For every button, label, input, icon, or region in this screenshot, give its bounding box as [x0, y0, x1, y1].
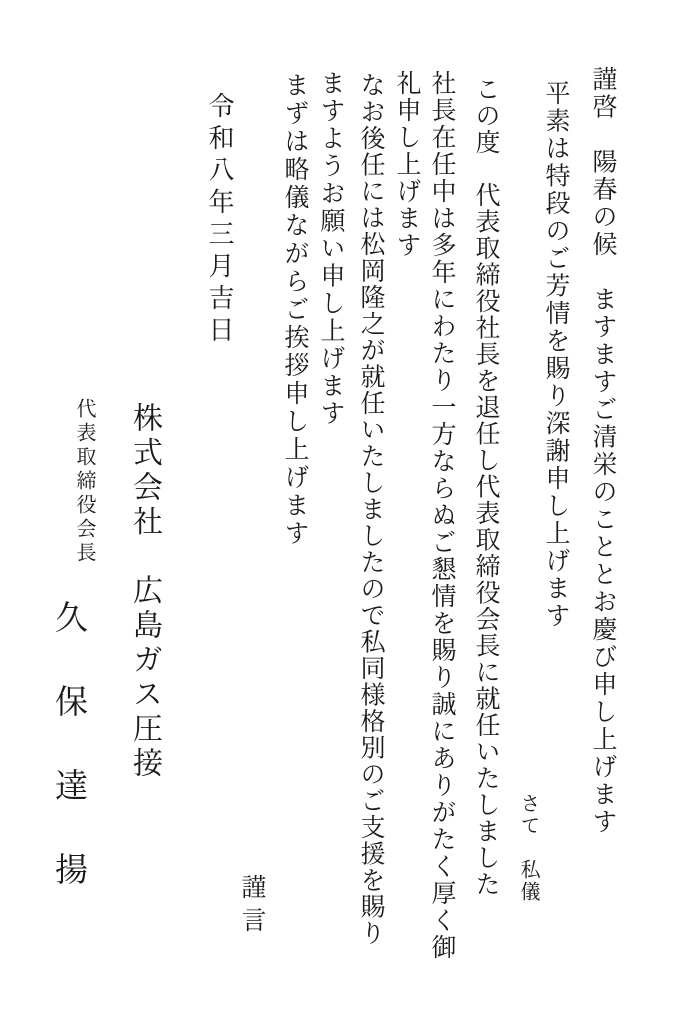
body-line-brief-greeting: まずは略儀ながらご挨拶申し上げます — [281, 72, 310, 548]
date-line: 令和八年三月吉日 — [204, 92, 234, 348]
body-line-retirement: この度 代表取締役社長を退任し代表取締役会長に就任いたしました — [472, 76, 501, 898]
body-line-request: ますようお願い申し上げます — [317, 70, 346, 428]
body-line-successor: なお後任には松岡隆之が就任いたしましたので私同様格別のご支援を賜り — [357, 72, 386, 947]
signature-signer-name: 久 保 達 揚 — [50, 600, 89, 894]
seasonal-greeting-line: 平素は特段のご芳情を賜り深謝申し上げます — [542, 80, 571, 630]
opening-line: 謹啓 陽春の候 ますますご清栄のこととお慶び申し上げます — [589, 66, 618, 836]
body-line-gratitude-end: 礼申し上げます — [393, 70, 422, 259]
signature-signer-title: 代表取締役会長 — [73, 398, 97, 566]
transition-note: さて 私儀 — [517, 793, 541, 903]
closing-word: 謹言 — [238, 874, 267, 940]
body-line-gratitude: 社長在任中は多年にわたり一方ならぬご懇情を賜り誠にありがたく厚く御 — [428, 70, 457, 961]
signature-company: 株式会社 広島ガス圧接 — [127, 402, 162, 782]
